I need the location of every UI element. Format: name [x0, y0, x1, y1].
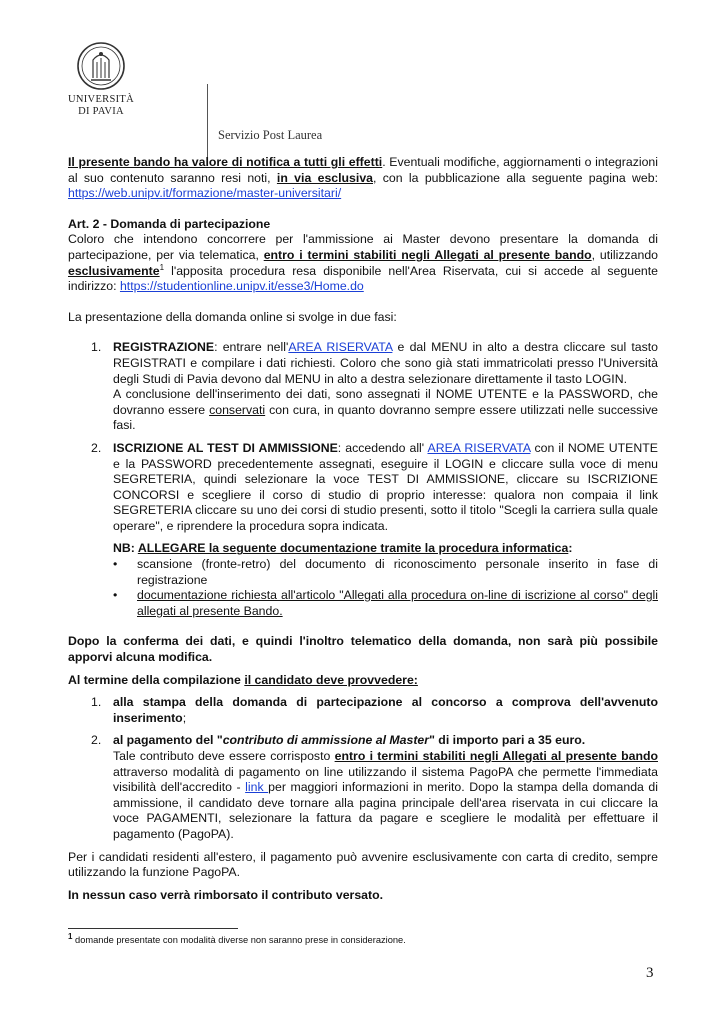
document-body — [68, 155, 658, 903]
foreign-residents-note: Per i candidati residenti all'estero, il pagamento può avvenire esclusivamente con carta di credito, sempre utilizzando la funzione PagoPA. — [68, 849, 658, 880]
intro-paragraph: Il presente bando ha valore di notifica a tutti gli effetti. Eventuali modifiche, aggiornamenti o integrazioni al suo contenuto saranno resi noti, in via esclusiva, con la pubblicazione alla seguente pagina web: https://web.unipv.it/formazione/master-universitari/ — [68, 155, 658, 201]
final-steps — [68, 695, 658, 842]
footnote: $^1$ domande presentate con modalità diverse non saranno prese in considerazione. — [68, 931, 406, 945]
footnote-divider — [68, 928, 238, 929]
university-logo — [66, 40, 136, 130]
university-name: UNIVERSITÀ DI PAVIA — [68, 94, 134, 117]
page-header — [66, 40, 466, 142]
confirmation-note: Dopo la conferma dei dati, e quindi l'inoltro telematico della domanda, non sarà più possibile apporvi alcuna modifica. — [68, 634, 658, 665]
attachments-list — [68, 557, 658, 619]
footnote-ref: 1 — [159, 262, 165, 272]
step-test-registration: 2. ISCRIZIONE AL TEST DI AMMISSIONE: accedendo all' AREA RISERVATA con il NOME UTENTE e la PASSWORD precedentemente assegnati, eseguire il LOGIN e cliccare sulla voce di menu SEGRETERIA, quindi selezionare la voce TEST DI AMMISSIONE, cliccare su ISCRIZIONE CONCORSI e scegliere il corso di studio di proprio interesse: qualora non compaia il link SEGRETERIA cliccare su uno dei corsi di studio presenti, sotto il titolo "Scegli la carriera sulla quale operare", e riprendere la procedura sopra indicata. NB: ALLEGARE la seguente documentazione tramite la procedura informatica: — [91, 440, 658, 556]
list-item: • documentazione richiesta all'articolo "Allegati alla procedura on-line di iscrizione al corso" degli allegati al presente Bando. — [113, 588, 658, 618]
end-compilation-heading: Al termine della compilazione il candidato deve provvedere: — [68, 672, 418, 687]
header-divider — [207, 84, 208, 162]
list-item: • scansione (fronte-retro) del documento di riconoscimento personale inserito in fase di registrazione — [113, 557, 658, 587]
article-title: Art. 2 - Domanda di partecipazione — [68, 216, 271, 231]
registration-steps — [68, 340, 658, 557]
payment-info-link[interactable]: link — [245, 780, 269, 795]
department-name: Servizio Post Laurea — [218, 128, 323, 142]
area-riservata-link-2[interactable]: AREA RISERVATA — [427, 440, 531, 455]
university-seal-icon — [66, 40, 136, 92]
phases-intro: La presentazione della domanda online si svolge in due fasi: — [68, 309, 397, 324]
no-refund-note: In nessun caso verrà rimborsato il contributo versato. — [68, 887, 384, 902]
art2-paragraph: Coloro che intendono concorrere per l'ammissione ai Master devono presentare la domanda di partecipazione, per via telematica, entro i termini stabiliti negli Allegati al presente bando, utilizzando esclusivamente$^1$ l'apposita procedura resa disponibile nell'Area Riservata, cui si accede al seguente indirizzo: https://studentionline.unipv.it/esse3/Home.do — [68, 232, 658, 294]
master-page-link[interactable]: https://web.unipv.it/formazione/master-universitari/ — [68, 186, 342, 201]
step-registration: 1. REGISTRAZIONE: entrare nell'AREA RISERVATA e dal MENU in alto a destra cliccare sul tasto REGISTRATI e compilare i dati richiesti. Coloro che sono già stati immatricolati presso l'Università degli Studi di Pavia devono dal MENU in alto a destra selezionare direttamente il tasto LOGIN. A conclusione dell'inserimento dei dati, sono assegnati il NOME UTENTE e la PASSWORD, che dovranno essere conservati con cura, in quanto dovranno sempre essere utilizzati nelle successive fasi. — [91, 340, 659, 433]
step-payment: 2. al pagamento del "contributo di ammissione al Master" di importo pari a 35 euro. Tale contributo deve essere corrisposto entro i termini stabiliti negli Allegati al presente bando attraverso modalità di pagamento on line utilizzando il sistema PagoPA che permette l'immediata visibilità dell'accredito - link per maggiori informazioni in merito. Dopo la stampa della domanda di ammissione, il candidato deve tornare alla pagina principale dell'area riservata in cui cliccare la voce PAGAMENTI, selezionare la fattura da pagare e scegliere le modalità per effettuare il pagamento (PagoPA). — [91, 733, 658, 841]
step-print: 1. alla stampa della domanda di partecipazione al concorso a comprova dell'avvenuto inserimento; — [91, 695, 658, 725]
page-number: 3 — [646, 965, 654, 981]
studentionline-link[interactable]: https://studentionline.unipv.it/esse3/Home.do — [119, 279, 364, 294]
area-riservata-link[interactable]: AREA RISERVATA — [288, 340, 393, 355]
